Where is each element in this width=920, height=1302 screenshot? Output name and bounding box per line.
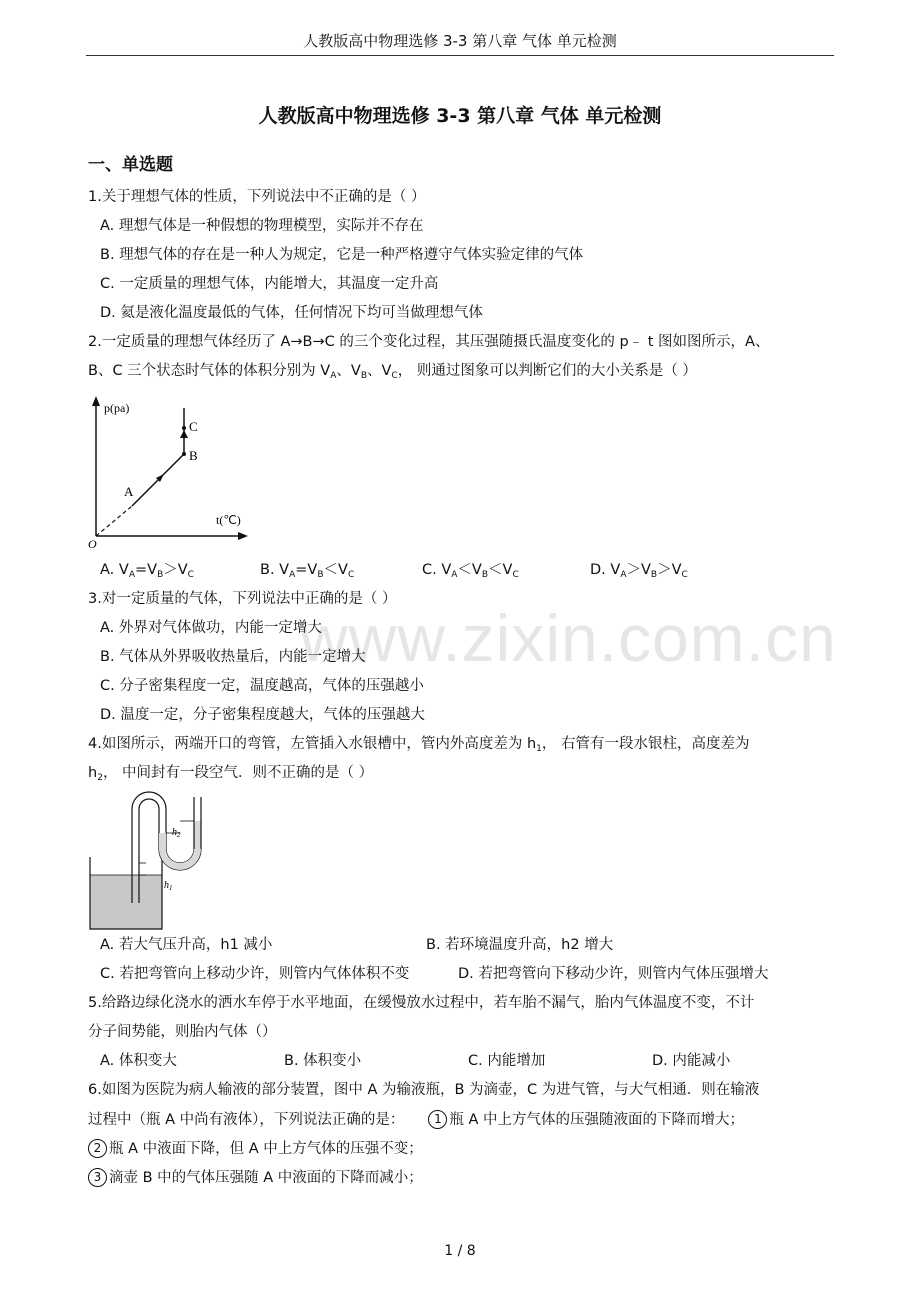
q1-option-a: A. 理想气体是一种假想的物理模型，实际并不存在 [100,218,424,234]
q2-option-d: D. $V_A>V_B>V_C$ [590,562,688,580]
q4-option-a: A. 若大气压升高，h1 减小 [100,937,273,953]
section-heading: 一、单选题 [88,155,173,175]
q2-stem-line1: 2.一定质量的理想气体经历了 A→B→C 的三个变化过程，其压强随摄氏温度变化的 p﹣ t 图如图所示，A、 [88,334,770,350]
q3-option-a: A. 外界对气体做功，内能一定增大 [100,620,322,636]
page-number: 1 / 8 [444,1243,476,1259]
q2-option-c: C. $V_A<V_B<V_C$ [422,562,519,580]
q4-option-b: B. 若环境温度升高，h2 增大 [426,937,614,953]
q6-statement-2: 2 瓶 A 中液面下降，但 A 中上方气体的压强不变； [88,1139,423,1158]
circled-number-3: 3 [88,1168,107,1187]
q2-option-b: B. $V_A=V_B<V_C$ [260,562,355,580]
point-c-label: C [189,419,198,434]
q6-statement-3: 3 滴壶 B 中的气体压强随 A 中液面的下降而减小； [88,1168,423,1187]
q2-option-a: A. $V_A=V_B>V_C$ [100,562,194,580]
document-title: 人教版高中物理选修 3-3 第八章 气体 单元检测 [258,105,662,127]
x-axis-label: t(℃) [216,513,241,527]
header-rule [86,55,834,56]
q4-stem-line1: 4.如图所示，两端开口的弯管，左管插入水银槽中，管内外高度差为 $h_1$， 右管有一段水银柱，高度差为 [88,736,750,754]
q4-stem-line2: $h_2$， 中间封有一段空气．则不正确的是（ ） [88,765,374,783]
q3-option-c: C. 分子密集程度一定，温度越高，气体的压强越小 [100,678,424,694]
q5-stem-line1: 5.给路边绿化浇水的洒水车停于水平地面，在缓慢放水过程中，若车胎不漏气，胎内气体温度不变，不计 [88,995,755,1011]
bent-tube-figure [88,789,218,931]
q4-option-c: C. 若把弯管向上移动少许，则管内气体体积不变 [100,966,410,982]
q6-stem-line1: 6.如图为医院为病人输液的部分装置，图中 A 为输液瓶，B 为滴壶，C 为进气管，与大气相通．则在输液 [88,1082,760,1098]
q1-option-b: B. 理想气体的存在是一种人为规定，它是一种严格遵守气体实验定律的气体 [100,247,584,263]
q2-stem-line2: B、C 三个状态时气体的体积分别为 $V_A$、$V_B$、$V_C$， 则通过图象可以判断它们的大小关系是（ ） [88,363,697,381]
q3-option-b: B. 气体从外界吸收热量后，内能一定增大 [100,649,366,665]
q5-option-b: B. 体积变小 [284,1053,362,1069]
point-b-label: B [189,448,198,463]
q4-option-d: D. 若把弯管向下移动少许，则管内气体压强增大 [458,966,769,982]
circled-number-2: 2 [88,1139,107,1158]
h1-label: $h_1$ [164,880,173,892]
point-a-label: A [124,484,134,499]
q1-option-c: C. 一定质量的理想气体，内能增大，其温度一定升高 [100,276,439,292]
running-header: 人教版高中物理选修 3-3 第八章 气体 单元检测 [303,32,617,50]
q5-stem-line2: 分子间势能，则胎内气体（） [88,1024,277,1040]
origin-label: O [88,537,97,551]
q3-stem: 3.对一定质量的气体，下列说法中正确的是（ ） [88,591,397,607]
watermark: www.zixin.com.cn [300,601,837,675]
y-axis-label: p(pa) [104,401,130,415]
q3-option-d: D. 温度一定，分子密集程度越大，气体的压强越大 [100,707,425,723]
q6-stem-line2: 过程中（瓶 A 中尚有液体），下列说法正确的是： 1 瓶 A 中上方气体的压强随液面的下降而增大； [88,1112,745,1128]
pt-graph-figure [86,394,266,552]
q5-option-c: C. 内能增加 [468,1053,546,1069]
circled-number-1: 1 [428,1110,447,1129]
q1-stem: 1.关于理想气体的性质，下列说法中不正确的是（ ） [88,189,426,205]
q1-option-d: D. 氦是液化温度最低的气体，任何情况下均可当做理想气体 [100,305,483,321]
q5-option-a: A. 体积变大 [100,1053,177,1069]
h2-label: $h_2$ [172,827,181,839]
q5-option-d: D. 内能减小 [652,1053,731,1069]
